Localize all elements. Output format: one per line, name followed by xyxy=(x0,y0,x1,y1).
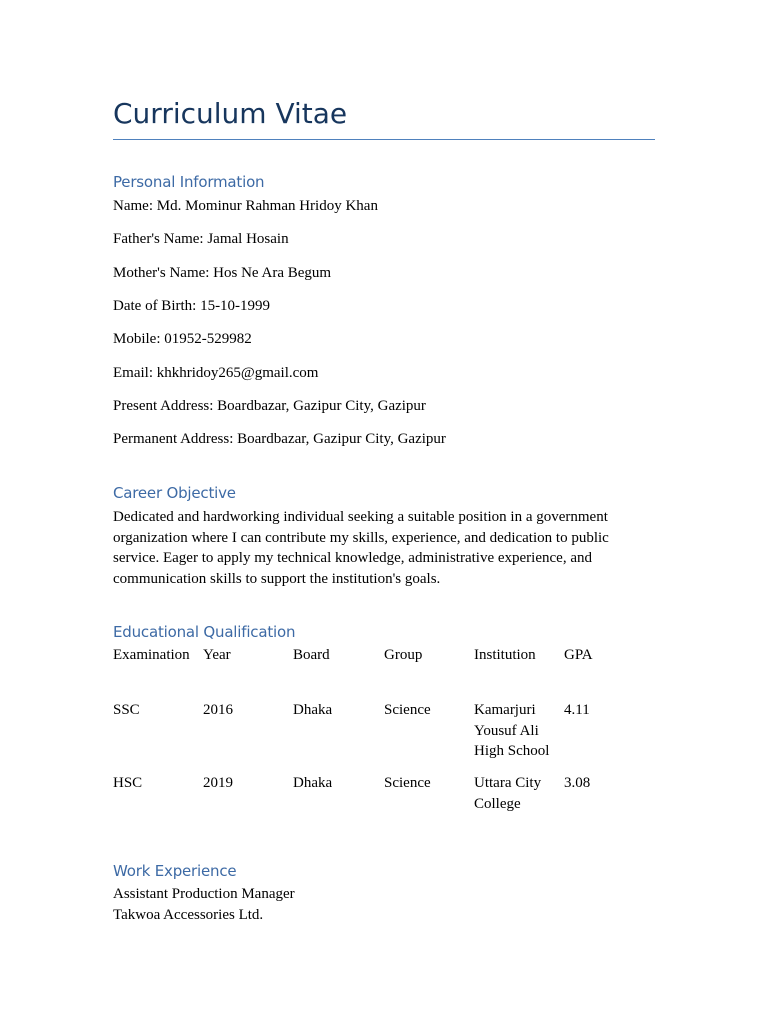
table-cell-gpa: 4.11 xyxy=(564,702,590,718)
education-heading: Educational Qualification xyxy=(113,623,296,641)
personal-date-of-birth: Date of Birth: 15-10-1999 xyxy=(113,298,271,314)
personal-name: Name: Md. Mominur Rahman Hridoy Khan xyxy=(113,198,378,214)
column-header-board: Board xyxy=(293,647,330,663)
work-position: Assistant Production Manager xyxy=(113,886,295,902)
personal-mobile: Mobile: 01952-529982 xyxy=(113,331,252,347)
title-underline xyxy=(113,139,655,140)
personal-info-heading: Personal Information xyxy=(113,173,265,191)
personal-father-name: Father's Name: Jamal Hosain xyxy=(113,231,289,247)
table-cell-board: Dhaka xyxy=(293,702,333,718)
column-header-institution: Institution xyxy=(474,647,536,663)
table-cell-institution: Kamarjuri Yousuf Ali High School xyxy=(474,702,550,759)
table-cell-year: 2019 xyxy=(203,775,233,791)
work-experience-heading: Work Experience xyxy=(113,862,237,880)
career-objective-heading: Career Objective xyxy=(113,484,236,502)
table-cell-gpa: 3.08 xyxy=(564,775,591,791)
personal-permanent-address: Permanent Address: Boardbazar, Gazipur City, Gazipur xyxy=(113,431,446,447)
column-header-examination: Examination xyxy=(113,647,190,663)
table-cell-board: Dhaka xyxy=(293,775,333,791)
table-cell-group: Science xyxy=(384,775,431,791)
table-cell-institution: Uttara City College xyxy=(474,775,542,812)
personal-email: Email: khkhridoy265@gmail.com xyxy=(113,365,319,381)
career-objective-text: Dedicated and hardworking individual seeking a suitable position in a government organization where I can contribute my skills, experience, and dedication to public service. Eager to apply my technical knowledge, administrative experience, and communication skills to support the institution's goals. xyxy=(113,509,609,587)
work-company: Takwoa Accessories Ltd. xyxy=(113,907,264,923)
table-cell-examination: SSC xyxy=(113,702,140,718)
column-header-gpa: GPA xyxy=(564,647,593,663)
column-header-year: Year xyxy=(203,647,231,663)
column-header-group: Group xyxy=(384,647,423,663)
table-cell-year: 2016 xyxy=(203,702,233,718)
personal-mother-name: Mother's Name: Hos Ne Ara Begum xyxy=(113,265,332,281)
table-cell-group: Science xyxy=(384,702,431,718)
table-cell-examination: HSC xyxy=(113,775,143,791)
document-title: Curriculum Vitae xyxy=(113,97,348,130)
personal-present-address: Present Address: Boardbazar, Gazipur City, Gazipur xyxy=(113,398,426,414)
